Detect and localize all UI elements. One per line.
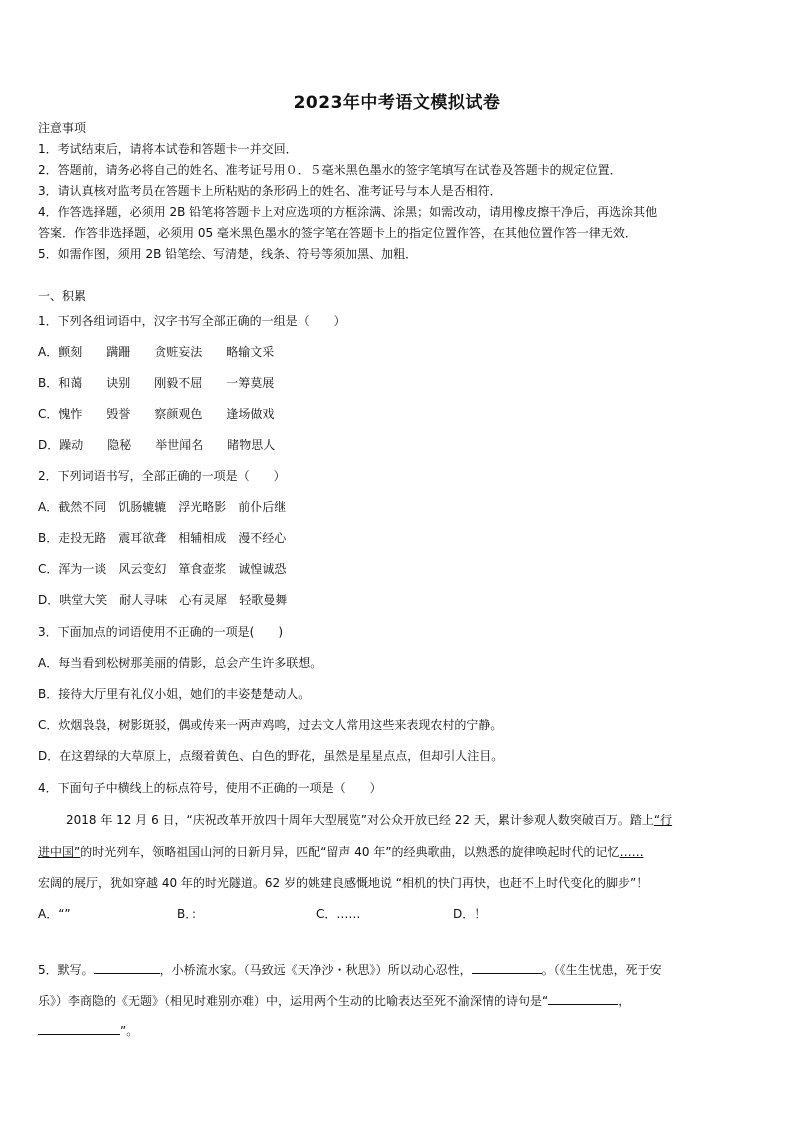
q4-stem: 4．下面句子中横线上的标点符号，使用不正确的一项是（ ） [38, 781, 382, 795]
q5-text: 乐》）李商隐的《无题》（相见时难别亦难）中，运用两个生动的比喻表达至死不渝深情的诗句是“ [38, 994, 549, 1008]
q1-option-d: D．躁动 隐秘 举世闻名 睹物思人 [38, 438, 276, 452]
notice-item-1: 1．考试结束后，请将本试卷和答题卡一并交回． [38, 142, 298, 156]
section-heading: 一、积累 [38, 289, 87, 303]
notice-heading: 注意事项 [38, 121, 87, 135]
notice-item-3: 3．请认真核对监考员在答题卡上所粘贴的条形码上的姓名、准考证号与本人是否相符． [38, 184, 502, 198]
notice-item-4: 4．作答选择题，必须用 2B 铅笔将答题卡上对应选项的方框涂满、涂黑；如需改动，请用橡皮擦干净后，再选涂其他 [38, 205, 658, 219]
q4-underlined-mark: “行 [653, 813, 673, 827]
q5-text: ， [618, 994, 631, 1008]
q3-option-d: D．在这碧绿的大草原上，点缀着黄色、白色的野花，虽然是星星点点，但却引人注目。 [38, 749, 504, 763]
q2-option-c: C．浑为一谈 风云变幻 箪食壶浆 诚惶诚恐 [38, 562, 287, 576]
q3-option-a: A．每当看到松树那美丽的倩影，总会产生许多联想。 [38, 656, 323, 670]
q5-text: 。（《生生忧患，死于安 [541, 963, 662, 977]
q5-line-1 [38, 961, 662, 978]
q2-option-a: A．截然不同 饥肠辘辘 浮光略影 前仆后继 [38, 500, 287, 514]
q5-blank-1[interactable] [94, 961, 160, 974]
q4-passage-text: 2018 年 12 月 6 日，“庆祝改革开放四十周年大型展览”对公众开放已经 22 天，累计参观人数突破百万。踏上 [66, 813, 654, 827]
q4-option-d: D．！ [453, 907, 487, 921]
q5-blank-3[interactable] [548, 992, 618, 1005]
q4-passage-text: 的时光列车，领略祖国山河的日新月异，匹配“留声 40 年”的经典歌曲，以熟悉的旋律唤起时代的记忆 [80, 845, 620, 859]
q2-option-d: D．哄堂大笑 耐人寻味 心有灵犀 轻歌曼舞 [38, 593, 288, 607]
q4-passage-line-3: 宏阔的展厅，犹如穿越 40 年的时光隧道。62 岁的姚建良感慨地说 “相机的快门再快，也赶不上时代变化的脚步”！ [38, 876, 649, 890]
q1-option-b: B．和蔼 诀别 刚毅不屈 一筹莫展 [38, 376, 275, 390]
q2-option-b: B．走投无路 震耳欲聋 相辅相成 漫不经心 [38, 531, 287, 545]
q4-passage-line-2 [38, 844, 644, 860]
q5-text: ”。 [120, 1024, 139, 1038]
q4-option-b: B．： [177, 907, 204, 921]
q4-underlined-mark: …… [619, 845, 644, 859]
q5-blank-4[interactable] [38, 1022, 120, 1035]
q1-option-a: A．颤刻 蹒跚 贪赃妄法 略输文采 [38, 345, 275, 359]
q5-text: 5．默写。 [38, 963, 94, 977]
notice-item-5: 5．如需作图，须用 2B 铅笔绘、写清楚，线条、符号等须加黑、加粗． [38, 247, 418, 261]
notice-item-4-cont: 答案．作答非选择题，必须用 05 毫米黑色墨水的签字笔在答题卡上的指定位置作答，在其他位置作答一律无效． [38, 226, 637, 240]
q3-option-b: B．接待大厅里有礼仪小姐，她们的丰姿楚楚动人。 [38, 687, 311, 701]
exam-title: 2023年中考语文模拟试卷 [293, 93, 501, 113]
notice-item-2: 2．答题前，请务必将自己的姓名、准考证号用０．５毫米黑色墨水的签字笔填写在试卷及答题卡的规定位置． [38, 163, 622, 177]
q4-passage-line-1 [66, 812, 672, 828]
q1-option-c: C．愧怍 毁誉 察颜观色 逢场做戏 [38, 407, 275, 421]
q5-line-2 [38, 992, 630, 1009]
q3-option-c: C．炊烟袅袅，树影斑驳，偶或传来一两声鸡鸣，过去文人常用这些来表现农村的宁静。 [38, 718, 503, 732]
q3-stem: 3．下面加点的词语使用不正确的一项是( ) [38, 625, 283, 639]
q1-stem: 1．下列各组词语中，汉字书写全部正确的一组是（ ） [38, 314, 346, 328]
q5-text: ，小桥流水家。（马致远《天净沙・秋思》）所以动心忍性， [159, 963, 472, 977]
q4-underlined-mark: 进中国” [38, 845, 81, 859]
q2-stem: 2．下列词语书写，全部正确的一项是（ ） [38, 469, 286, 483]
q4-option-c: C．…… [316, 907, 361, 921]
q5-blank-2[interactable] [472, 961, 542, 974]
q5-line-3 [38, 1022, 138, 1039]
q4-option-a: A．“” [38, 907, 71, 921]
